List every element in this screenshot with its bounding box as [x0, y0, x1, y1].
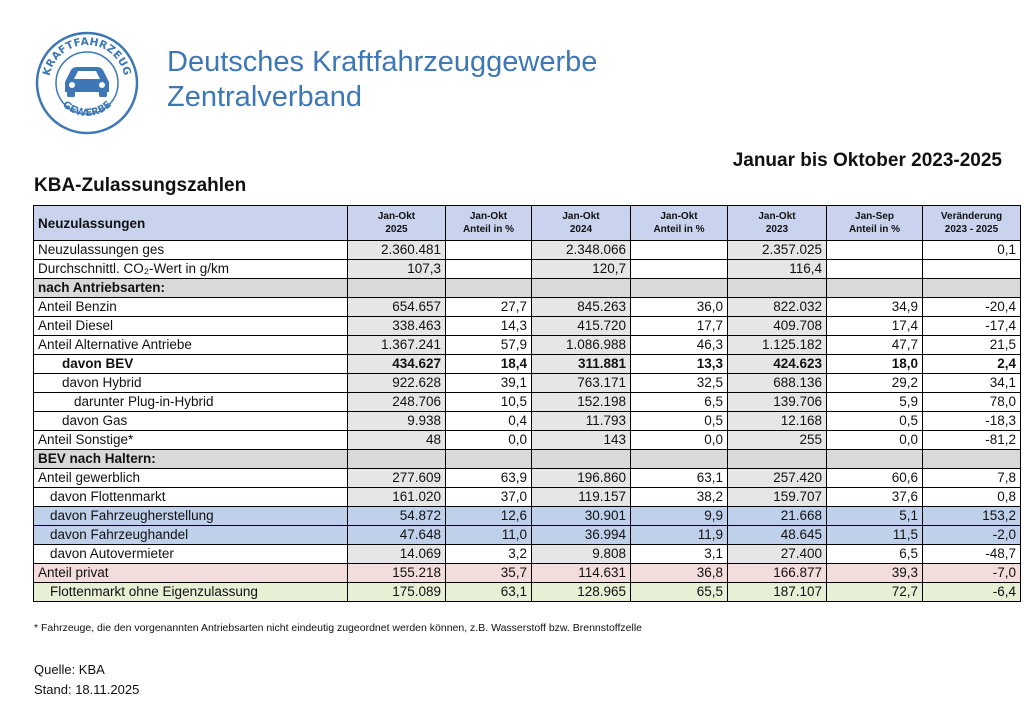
column-header-line1: Veränderung: [940, 211, 1003, 222]
table-cell: 7,8: [923, 469, 1021, 488]
table-cell: 0,5: [631, 412, 728, 431]
table-cell: 2.357.025: [728, 241, 827, 260]
table-cell: 5,1: [827, 507, 923, 526]
table-cell: 34,1: [923, 374, 1021, 393]
column-header: [532, 206, 631, 241]
table-cell: 34,9: [827, 298, 923, 317]
table-cell: 166.877: [728, 564, 827, 583]
table-row: [34, 507, 1021, 526]
table-cell: -48,7: [923, 545, 1021, 564]
table-cell: 415.720: [532, 317, 631, 336]
table-cell: 60,6: [827, 469, 923, 488]
table-cell: [631, 450, 728, 469]
table-cell: 47.648: [348, 526, 446, 545]
table-cell: 922.628: [348, 374, 446, 393]
source-info: [34, 660, 139, 700]
table-cell: 763.171: [532, 374, 631, 393]
row-label: Anteil Sonstige*: [34, 431, 348, 450]
table-cell: [923, 279, 1021, 298]
column-header-line2: 2023: [765, 224, 789, 235]
table-cell: -18,3: [923, 412, 1021, 431]
table-cell: 3,1: [631, 545, 728, 564]
table-cell: 139.706: [728, 393, 827, 412]
table-cell: [728, 279, 827, 298]
table-cell: 128.965: [532, 583, 631, 602]
table-row: [34, 260, 1021, 279]
column-header: [631, 206, 728, 241]
table-row: [34, 298, 1021, 317]
table-cell: 63,1: [446, 583, 532, 602]
row-label: BEV nach Haltern:: [34, 450, 348, 469]
table-cell: 255: [728, 431, 827, 450]
column-header: [446, 206, 532, 241]
table-row: [34, 317, 1021, 336]
table-cell: 0,1: [923, 241, 1021, 260]
table-cell: 2,4: [923, 355, 1021, 374]
date-label: Stand: 18.11.2025: [34, 682, 140, 697]
table-cell: 0,0: [827, 431, 923, 450]
table-cell: [348, 450, 446, 469]
table-cell: 11.793: [532, 412, 631, 431]
table-cell: 47,7: [827, 336, 923, 355]
table-cell: [532, 279, 631, 298]
table-row: [34, 469, 1021, 488]
table-cell: [827, 260, 923, 279]
table-cell: [827, 241, 923, 260]
table-cell: 277.609: [348, 469, 446, 488]
org-line-1: Deutsches Kraftfahrzeuggewerbe: [167, 46, 598, 78]
column-header-line1: Jan-Okt: [377, 211, 416, 222]
table-cell: 63,1: [631, 469, 728, 488]
logo-text-top: KRAFTFAHRZEUG: [40, 35, 134, 78]
column-header-line2: 2023 - 2025: [944, 224, 999, 235]
table-cell: [631, 260, 728, 279]
table-cell: 39,3: [827, 564, 923, 583]
organization-name: [167, 45, 597, 115]
org-line-2: Zentralverband: [167, 81, 363, 113]
table-cell: 78,0: [923, 393, 1021, 412]
table-cell: 48.645: [728, 526, 827, 545]
row-label: davon Flottenmarkt: [34, 488, 348, 507]
table-cell: 14.069: [348, 545, 446, 564]
column-header-line2: 2024: [569, 224, 593, 235]
table-cell: -81,2: [923, 431, 1021, 450]
table-row: [34, 355, 1021, 374]
table-cell: 72,7: [827, 583, 923, 602]
table-cell: 153,2: [923, 507, 1021, 526]
column-header-line2: Anteil in %: [462, 224, 515, 235]
table-cell: 1.086.988: [532, 336, 631, 355]
table-cell: 0,5: [827, 412, 923, 431]
table-cell: 18,0: [827, 355, 923, 374]
table-cell: 155.218: [348, 564, 446, 583]
source-label: Quelle: KBA: [34, 662, 105, 677]
table-cell: 18,4: [446, 355, 532, 374]
column-header-line2: Anteil in %: [848, 224, 901, 235]
table-cell: -6,4: [923, 583, 1021, 602]
column-header: [348, 206, 446, 241]
table-cell: 187.107: [728, 583, 827, 602]
table-cell: 6,5: [827, 545, 923, 564]
table-cell: 257.420: [728, 469, 827, 488]
row-label: Durchschnittl. CO₂-Wert in g/km: [34, 260, 348, 279]
table-cell: 1.125.182: [728, 336, 827, 355]
table-row: [34, 336, 1021, 355]
table-cell: 12,6: [446, 507, 532, 526]
table-cell: 0,8: [923, 488, 1021, 507]
table-cell: 688.136: [728, 374, 827, 393]
row-label: davon Autovermieter: [34, 545, 348, 564]
table-cell: 30.901: [532, 507, 631, 526]
table-row: [34, 279, 1021, 298]
table-cell: 311.881: [532, 355, 631, 374]
table-cell: 10,5: [446, 393, 532, 412]
table-cell: 14,3: [446, 317, 532, 336]
column-header: [923, 206, 1021, 241]
table-cell: 11,0: [446, 526, 532, 545]
table-cell: 152.198: [532, 393, 631, 412]
table-cell: 29,2: [827, 374, 923, 393]
table-cell: 46,3: [631, 336, 728, 355]
column-header-line2: 2025: [385, 224, 408, 235]
table-cell: 11,5: [827, 526, 923, 545]
table-cell: 9.938: [348, 412, 446, 431]
table-row: [34, 583, 1021, 602]
table-row: [34, 241, 1021, 260]
table-cell: 409.708: [728, 317, 827, 336]
row-label: Anteil privat: [34, 564, 348, 583]
table-cell: 6,5: [631, 393, 728, 412]
row-label: davon Hybrid: [34, 374, 348, 393]
table-cell: 3,2: [446, 545, 532, 564]
table-header-row: [34, 206, 1021, 241]
table-cell: 57,9: [446, 336, 532, 355]
table-cell: 63,9: [446, 469, 532, 488]
table-cell: 17,4: [827, 317, 923, 336]
column-header-line1: Jan-Okt: [562, 211, 600, 222]
table-cell: 2.360.481: [348, 241, 446, 260]
table-cell: -20,4: [923, 298, 1021, 317]
column-header: [728, 206, 827, 241]
table-cell: 845.263: [532, 298, 631, 317]
table-cell: 822.032: [728, 298, 827, 317]
table-cell: 5,9: [827, 393, 923, 412]
page-title: KBA-Zulassungszahlen: [34, 175, 247, 196]
table-cell: 248.706: [348, 393, 446, 412]
row-label: Anteil Alternative Antriebe: [34, 336, 348, 355]
table-row: [34, 412, 1021, 431]
table-cell: 13,3: [631, 355, 728, 374]
table-cell: 654.657: [348, 298, 446, 317]
table-cell: [827, 450, 923, 469]
row-label: Anteil gewerblich: [34, 469, 348, 488]
table-cell: 143: [532, 431, 631, 450]
table-cell: 65,5: [631, 583, 728, 602]
table-cell: -2,0: [923, 526, 1021, 545]
table-cell: 36.994: [532, 526, 631, 545]
row-label: darunter Plug-in-Hybrid: [34, 393, 348, 412]
table-cell: 2.348.066: [532, 241, 631, 260]
table-row: [34, 564, 1021, 583]
table-cell: 0,0: [631, 431, 728, 450]
row-label: Anteil Benzin: [34, 298, 348, 317]
table-cell: 9,9: [631, 507, 728, 526]
kfz-gewerbe-logo: [34, 30, 140, 136]
row-label: davon BEV: [34, 355, 348, 374]
table-row: [34, 488, 1021, 507]
table-cell: [728, 450, 827, 469]
table-cell: 12.168: [728, 412, 827, 431]
table-cell: 116,4: [728, 260, 827, 279]
column-header-line1: Jan-Okt: [758, 211, 796, 222]
column-header: [827, 206, 923, 241]
table-cell: [348, 279, 446, 298]
table-cell: 54.872: [348, 507, 446, 526]
table-row: [34, 526, 1021, 545]
table-row: [34, 450, 1021, 469]
row-label: davon Gas: [34, 412, 348, 431]
table-cell: 36,0: [631, 298, 728, 317]
table-cell: [532, 450, 631, 469]
table-cell: 107,3: [348, 260, 446, 279]
column-header-line1: Jan-Okt: [469, 211, 508, 222]
table-cell: 424.623: [728, 355, 827, 374]
table-cell: 39,1: [446, 374, 532, 393]
table-cell: 120,7: [532, 260, 631, 279]
registration-table: [33, 205, 1021, 602]
table-cell: 196.860: [532, 469, 631, 488]
table-cell: 48: [348, 431, 446, 450]
footnote: * Fahrzeuge, die den vorgenannten Antriebsarten nicht eindeutig zugeordnet werden können, z.B. Wasserstoff bzw. Brennstoffzelle: [34, 622, 643, 634]
column-header: Neuzulassungen: [34, 206, 348, 241]
table-cell: [446, 241, 532, 260]
row-label: Neuzulassungen ges: [34, 241, 348, 260]
table-cell: 9.808: [532, 545, 631, 564]
column-header-line1: Jan-Sep: [855, 211, 894, 222]
table-cell: 35,7: [446, 564, 532, 583]
table-cell: [923, 450, 1021, 469]
table-cell: 11,9: [631, 526, 728, 545]
table-cell: 37,0: [446, 488, 532, 507]
table-cell: 175.089: [348, 583, 446, 602]
row-label: davon Fahrzeughandel: [34, 526, 348, 545]
table-cell: 159.707: [728, 488, 827, 507]
row-label: davon Fahrzeugherstellung: [34, 507, 348, 526]
table-cell: 27,7: [446, 298, 532, 317]
table-cell: 119.157: [532, 488, 631, 507]
table-row: [34, 545, 1021, 564]
table-cell: 1.367.241: [348, 336, 446, 355]
table-cell: 0,0: [446, 431, 532, 450]
table-cell: 338.463: [348, 317, 446, 336]
table-row: [34, 393, 1021, 412]
table-cell: 114.631: [532, 564, 631, 583]
column-header-line1: Jan-Okt: [660, 211, 698, 222]
table-cell: 17,7: [631, 317, 728, 336]
table-cell: 21.668: [728, 507, 827, 526]
table-cell: 32,5: [631, 374, 728, 393]
table-cell: [923, 260, 1021, 279]
table-cell: [827, 279, 923, 298]
table-cell: [631, 241, 728, 260]
table-cell: -17,4: [923, 317, 1021, 336]
column-header-line2: Anteil in %: [653, 224, 705, 235]
table-cell: 36,8: [631, 564, 728, 583]
period-heading: Januar bis Oktober 2023-2025: [732, 150, 1002, 171]
table-cell: 434.627: [348, 355, 446, 374]
logo-text-bottom: GEWERBE: [60, 99, 114, 120]
table-cell: [446, 260, 532, 279]
table-cell: 38,2: [631, 488, 728, 507]
table-cell: [446, 279, 532, 298]
table-cell: 27.400: [728, 545, 827, 564]
table-cell: -7,0: [923, 564, 1021, 583]
table-row: [34, 431, 1021, 450]
table-cell: 0,4: [446, 412, 532, 431]
table-cell: [446, 450, 532, 469]
table-row: [34, 374, 1021, 393]
table-cell: [631, 279, 728, 298]
row-label: Anteil Diesel: [34, 317, 348, 336]
table-cell: 37,6: [827, 488, 923, 507]
table-cell: 161.020: [348, 488, 446, 507]
row-label: nach Antriebsarten:: [34, 279, 348, 298]
row-label: Flottenmarkt ohne Eigenzulassung: [34, 583, 348, 602]
table-cell: 21,5: [923, 336, 1021, 355]
